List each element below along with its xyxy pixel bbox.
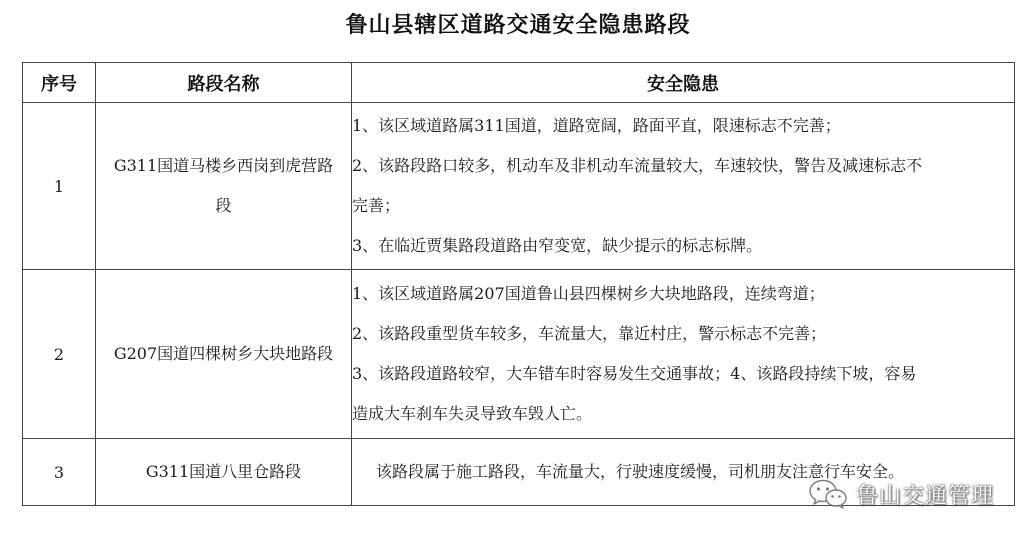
table-header-row: [23, 63, 1015, 103]
account-watermark: [808, 476, 994, 512]
road-section-name-line: 段: [215, 196, 232, 215]
safety-hazard-cell: [352, 270, 1015, 439]
hazard-table: [22, 62, 1015, 506]
road-section-name-line: G311国道八里仓路段: [145, 462, 302, 481]
header-no: 序号: [23, 63, 96, 103]
table-row: [23, 270, 1015, 439]
page-title: 鲁山县辖区道路交通安全隐患路段: [345, 13, 691, 38]
header-name: 路段名称: [96, 63, 352, 103]
hazard-line: 3、在临近贾集路段道路由窄变宽，缺少提示的标志标牌。: [352, 236, 763, 255]
hazard-line: 1、该区域道路属207国道鲁山县四棵树乡大块地路段，连续弯道；: [352, 284, 825, 303]
row-number: 2: [23, 270, 96, 439]
road-section-name: [96, 270, 352, 439]
row-number: 1: [23, 103, 96, 270]
road-section-name-line: G207国道四棵树乡大块地路段: [113, 344, 334, 363]
header-risk: 安全隐患: [352, 63, 1015, 103]
safety-hazard-cell: [352, 103, 1015, 270]
row-number: 3: [23, 439, 96, 506]
road-section-name-line: G311国道马楼乡西岗到虎营路: [113, 156, 334, 175]
hazard-line: 完善；: [352, 196, 401, 215]
wechat-icon: [808, 478, 848, 510]
watermark-text: 鲁山交通管理: [856, 483, 995, 509]
hazard-line: 2、该路段路口较多，机动车及非机动车流量较大，车速较快，警告及减速标志不: [352, 156, 923, 175]
hazard-line: 3、该路段道路较窄，大车错车时容易发生交通事故；4、该路段持续下坡，容易: [352, 364, 917, 383]
road-section-name: [96, 439, 352, 506]
hazard-line: 造成大车刹车失灵导致车毁人亡。: [352, 404, 593, 423]
hazard-line: 2、该路段重型货车较多，车流量大，靠近村庄，警示标志不完善；: [352, 324, 827, 343]
table-row: [23, 103, 1015, 270]
hazard-line: 该路段属于施工路段，车流量大，行驶速度缓慢，司机朋友注意行车安全。: [376, 462, 905, 481]
hazard-line: 1、该区域道路属311国道，道路宽阔，路面平直，限速标志不完善；: [352, 116, 841, 135]
road-section-name: [96, 103, 352, 270]
